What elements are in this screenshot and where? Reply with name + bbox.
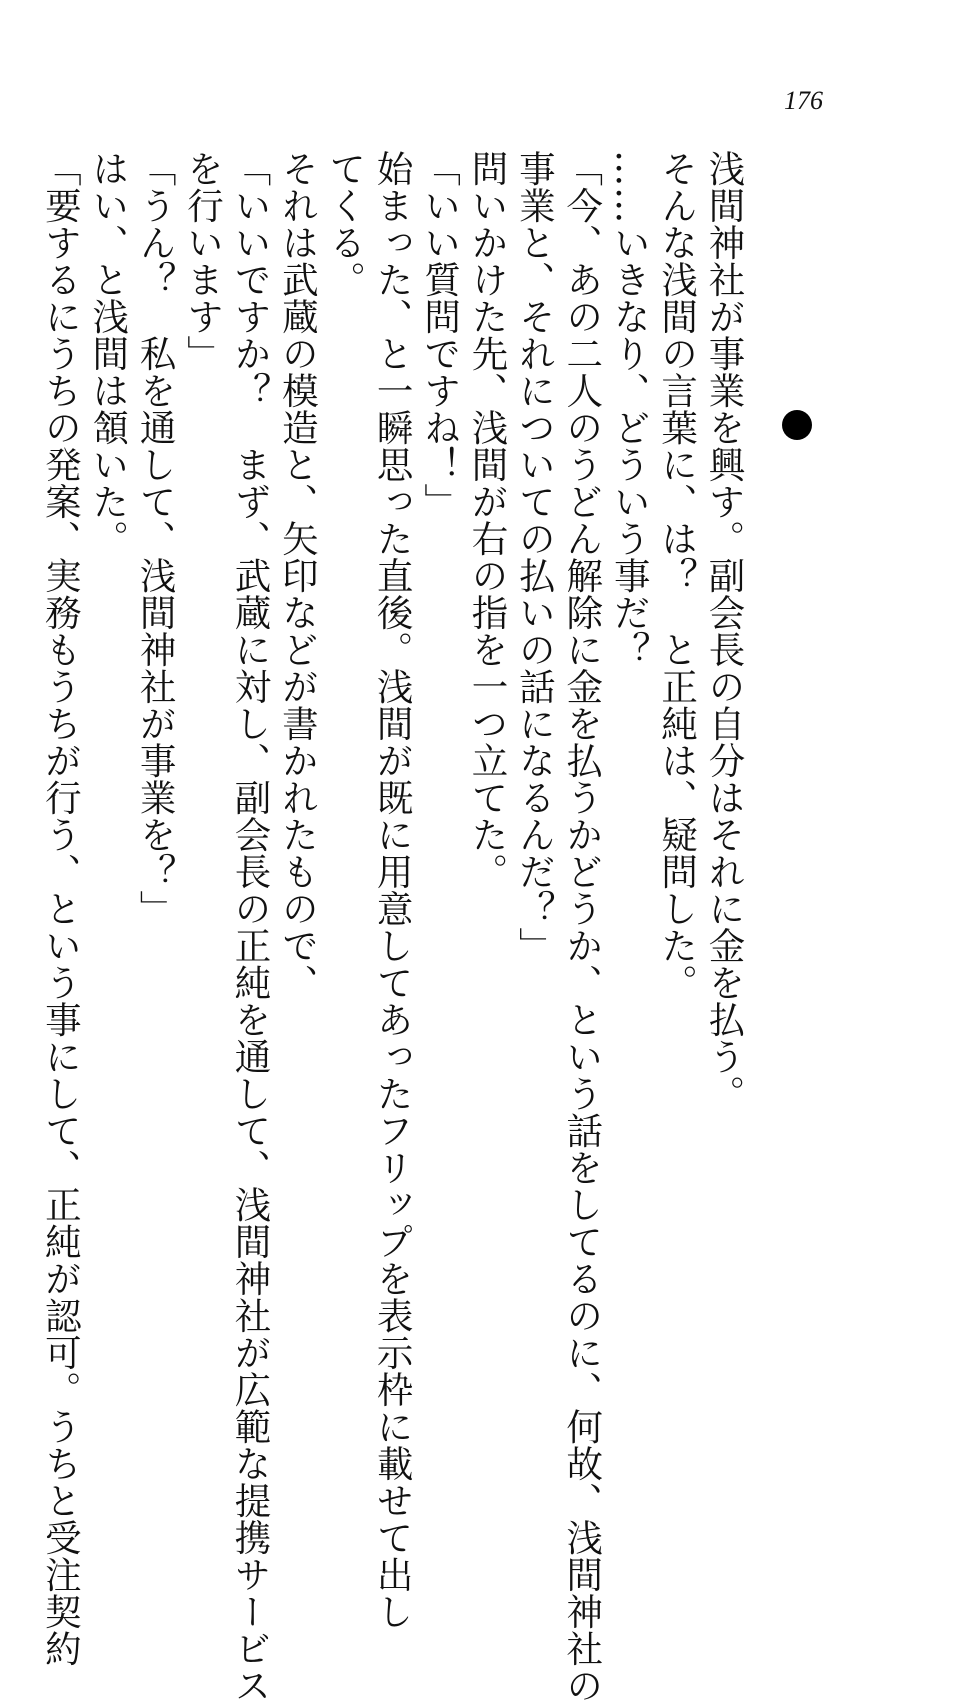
text-line: はい、と浅間は頷いた。 [86, 150, 130, 557]
text-line: 浅間神社が事業を興す。副会長の自分はそれに金を払う。 [703, 150, 746, 1112]
text-line: 事業と、それについての払いの話になるんだ？」 [513, 150, 557, 964]
text-line: そんな浅間の言葉に、は？ と正純は、疑問した。 [655, 150, 699, 1001]
scene-break-dot [782, 410, 812, 440]
page-number: 176 [784, 86, 823, 115]
text-line: 「いいですか？ まず、武蔵に対し、副会長の正純を通して、浅間神社が広範な提携サービス [228, 150, 272, 1704]
text-line: てくる。 [323, 150, 367, 298]
text-line: 問いかけた先、浅間が右の指を一つ立てた。 [465, 150, 509, 890]
text-line: それは武蔵の模造と、矢印などが書かれたもので、 [276, 150, 320, 1001]
text-line: 「要するにうちの発案、実務もうちが行う、という事にして、正純が認可。うちと受注契約 [39, 150, 83, 1667]
body-text [39, 150, 748, 1704]
text-line: 「今、あの二人のうどん解除に金を払うかどうか、という話をしてるのに、何故、浅間神社の [560, 150, 604, 1704]
text-line: 「いい質問ですね！」 [418, 150, 462, 520]
text-line: 「うん？ 私を通して、浅間神社が事業を？」 [134, 150, 178, 927]
text-line: ……いきなり、どういう事だ？ [608, 150, 652, 668]
text-line: を行います」 [181, 150, 225, 372]
text-line: 始まった、と一瞬思った直後。浅間が既に用意してあったフリップを表示枠に載せて出し [371, 150, 415, 1630]
